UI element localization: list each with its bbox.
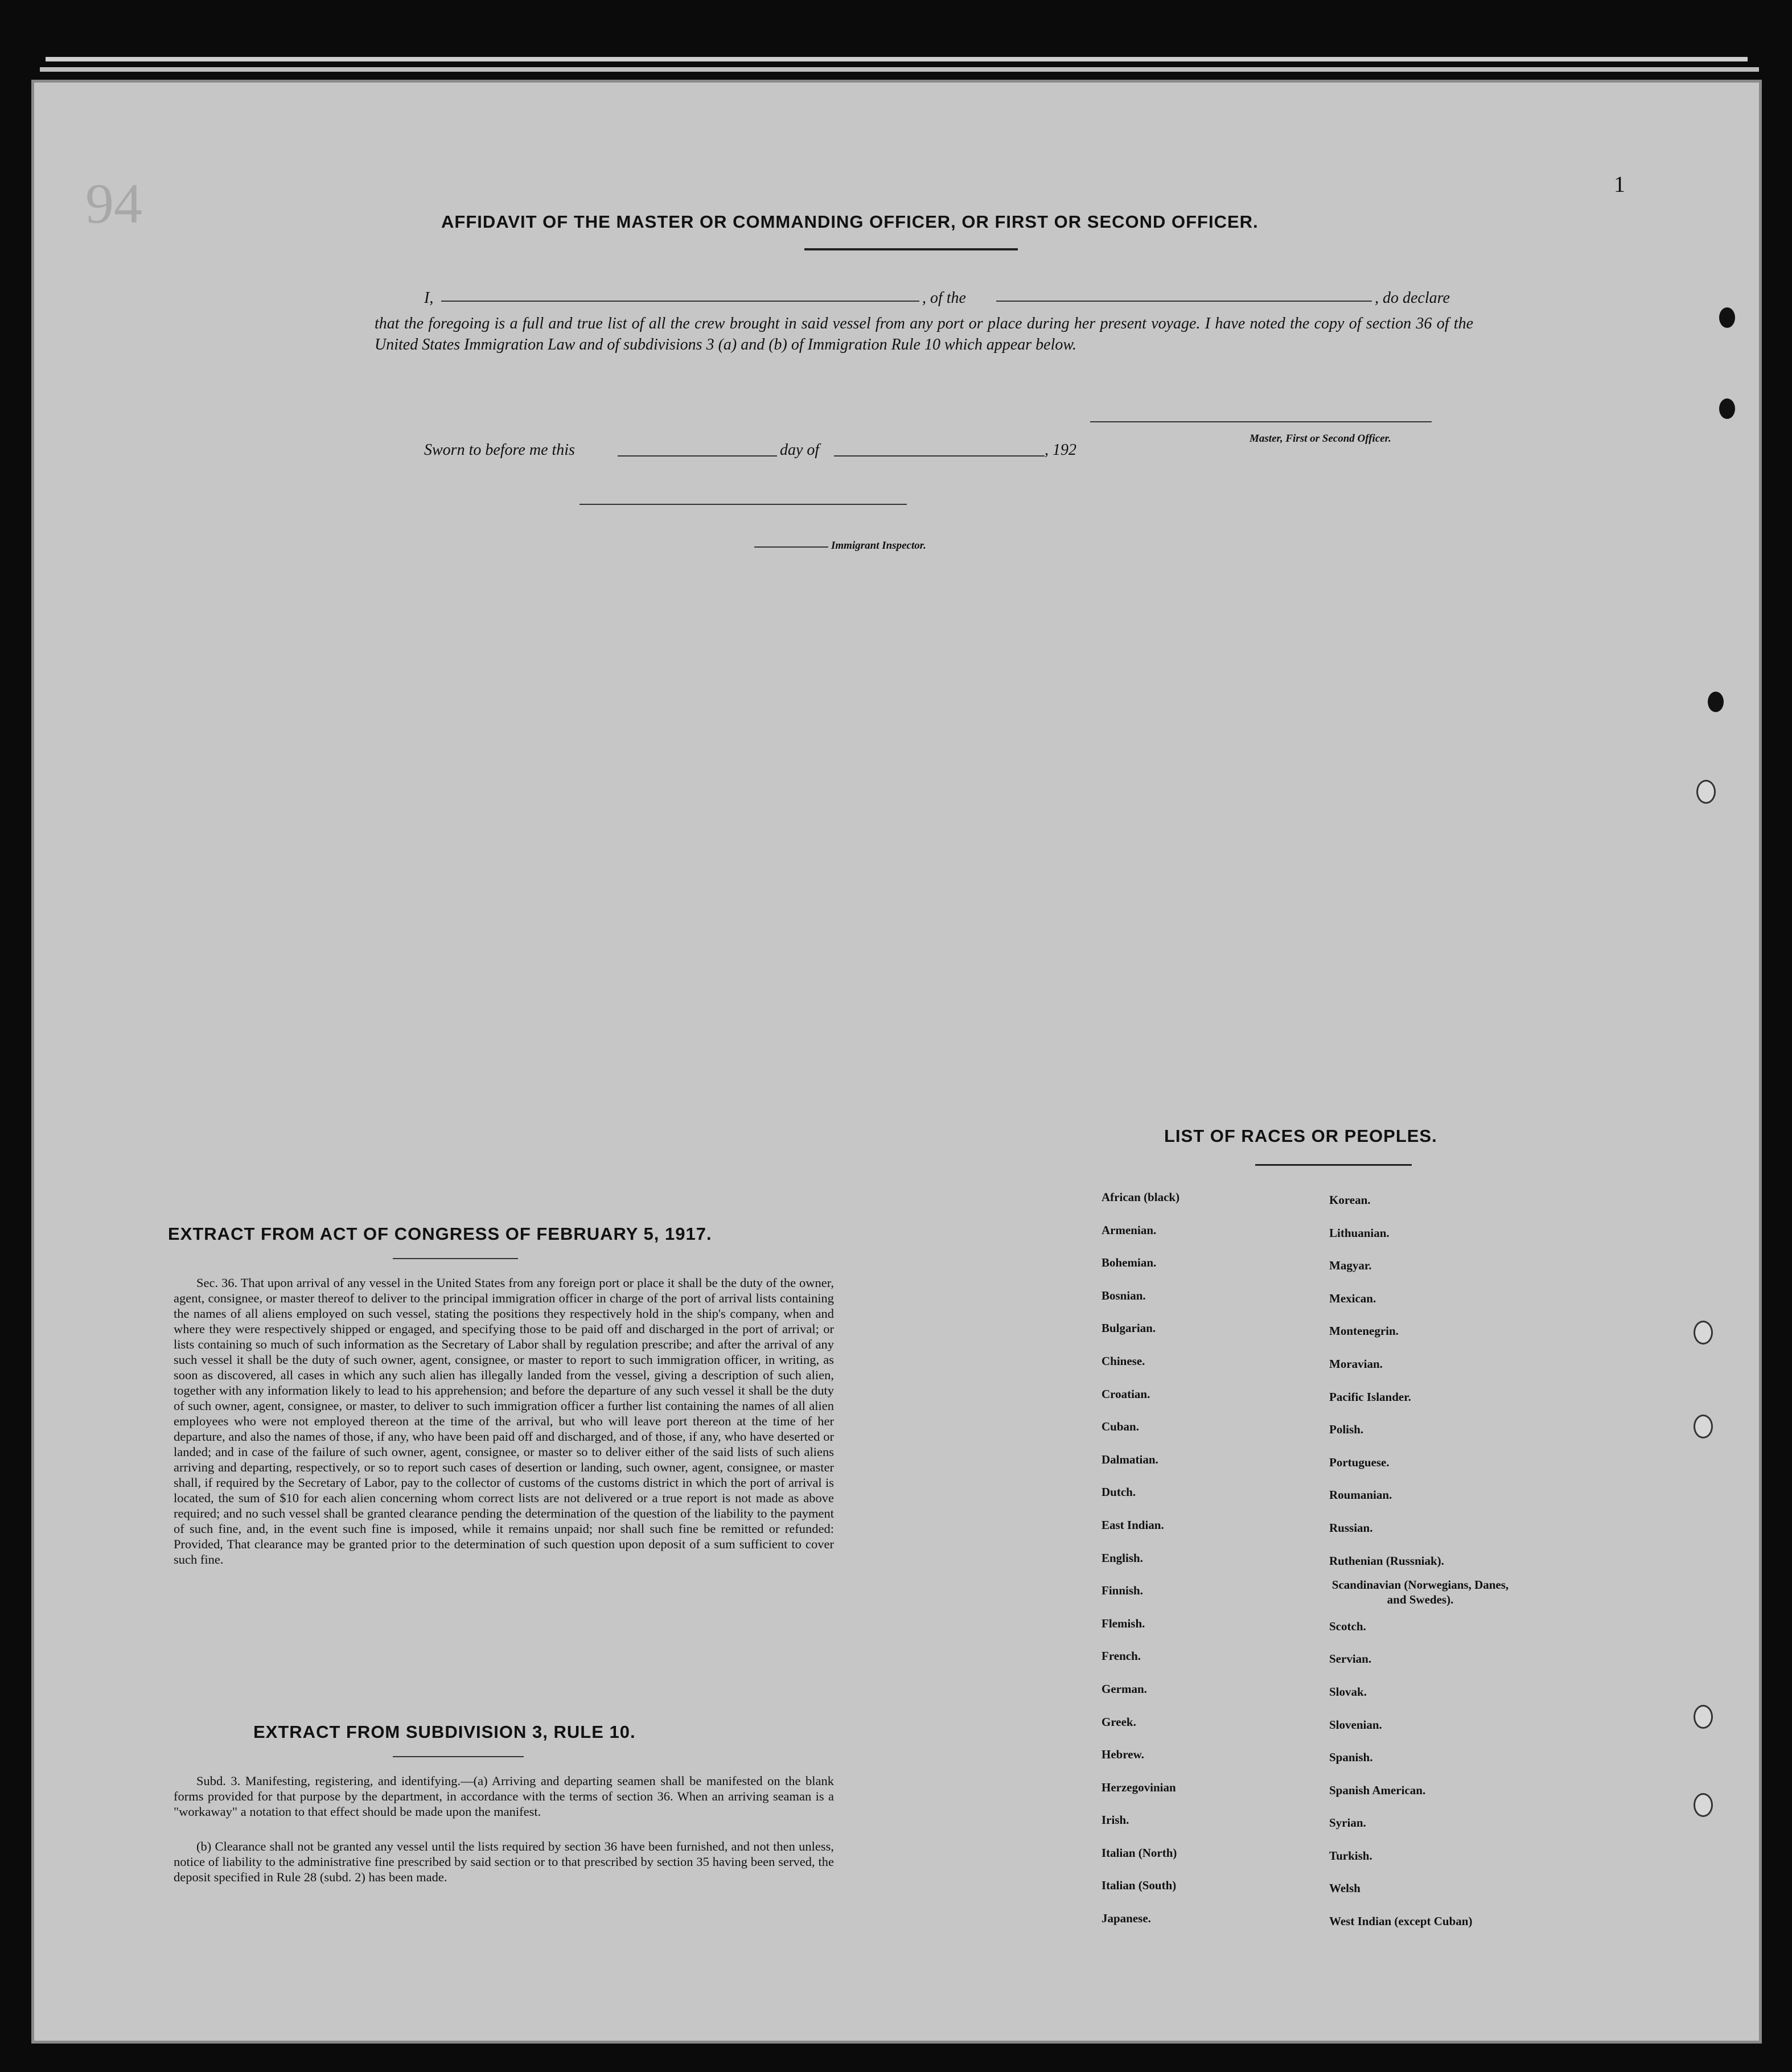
punch-hole [1694, 1793, 1713, 1817]
extract-act-title: EXTRACT FROM ACT OF CONGRESS OF FEBRUARY 5, 1917. [168, 1224, 712, 1244]
punch-hole [1694, 1415, 1713, 1438]
act-title-underline [393, 1258, 518, 1259]
race-item: Japanese. [1101, 1911, 1151, 1926]
extract-act-text: Sec. 36. That upon arrival of any vessel in the United States from any foreign port or place it shall be the duty of the owner, agent, consignee, or master thereof to deliver to the principal immigration officer in charge of the port of arrival lists containing the names of all aliens employed on such vessel, stating the positions they respectively hold in the ship's company, when and where they were respectively shipped or engaged, and specifying those to be paid off and discharged in the port of arrival; or lists containing so much of such information as the Secretary of Labor shall by regulation prescribe; and after the arrival of any such vessel it shall be the duty of such owner, agent, consignee, or master to report to such immigration officer, in writing, as soon as discovered, all cases in which any such alien has illegally landed from the vessel, giving a description of such alien, together with any information likely to lead to his apprehension; and before the departure of any such vessel it shall be the duty of such owner, agent, consignee, or master, to deliver to such immigration officer a further list containing the names of all alien employees who were not employed thereon at the time of the arrival, but who will leave port thereon at the time of her departure, and also the names of those, if any, who have been paid off and discharged, and of those, if any, who have deserted or landed; and in case of the failure of such owner, agent, consignee, or master so to deliver either of the said lists of such aliens arriving and departing, respectively, or so to report such cases of desertion or landing, such owner, agent, consignee, or master shall, if required by the Secretary of Labor, pay to the collector of customs of the customs district in which the port of arrival is located, the sum of $10 for each alien concerning whom correct lists are not delivered or a true report is not made as above required; and no such vessel shall be granted clearance pending the determination of the question of the liability to the payment of such fine, and, in the event such fine is imposed, while it remains unpaid; nor shall such fine be remitted or refunded: Provided, That clearance may be granted prior to the determination of such question upon deposit of a sum sufficient to cover such fine. [174, 1276, 834, 1567]
race-item: Bulgarian. [1101, 1321, 1156, 1335]
affidavit-title: AFFIDAVIT OF THE MASTER OR COMMANDING OFFICER, OR FIRST OR SECOND OFFICER. [441, 212, 1259, 232]
master-signature-line[interactable] [1090, 421, 1432, 422]
sheet-edge [40, 67, 1759, 72]
extract-rule-text-b: (b) Clearance shall not be granted any vessel until the lists required by section 36 have been furnished, and not then unless, notice of liability to the administrative fine prescribed by said section or to that prescribed by section 35 having been served, the deposit specified in Rule 28 (subd. 2) has been made. [174, 1839, 834, 1884]
punch-hole [1694, 1705, 1713, 1729]
document-page [31, 80, 1762, 2044]
race-item: Italian (South) [1101, 1878, 1177, 1893]
race-item: Polish. [1329, 1423, 1364, 1437]
race-item: Herzegovinian [1101, 1780, 1176, 1794]
race-item: Ruthenian (Russniak). [1329, 1553, 1444, 1568]
race-item: Irish. [1101, 1813, 1129, 1827]
race-item: Finnish. [1101, 1584, 1143, 1598]
race-item: Moravian. [1329, 1356, 1383, 1371]
declaration-line [424, 289, 433, 307]
race-item: Turkish. [1329, 1848, 1372, 1863]
extract-rule-title: EXTRACT FROM SUBDIVISION 3, RULE 10. [253, 1722, 636, 1742]
race-item: Flemish. [1101, 1616, 1145, 1630]
race-item: Welsh [1329, 1881, 1361, 1896]
race-item: Servian. [1329, 1652, 1372, 1666]
races-right-column [1329, 1184, 1511, 1938]
extract-rule-text-a: Subd. 3. Manifesting, registering, and identifying.—(a) Arriving and departing seamen shall be manifested on the blank forms provided for that purpose by the department, in accordance with the terms of section 36. When an arriving seaman is a "workaway" a notation to that effect should be made upon the manifest. [174, 1774, 834, 1819]
race-item: Russian. [1329, 1520, 1373, 1535]
punch-hole [1719, 398, 1735, 419]
sworn-label: Sworn to before me this [424, 441, 575, 459]
race-item: Spanish American. [1329, 1783, 1426, 1797]
race-item: Armenian. [1101, 1223, 1157, 1237]
race-item: Slovak. [1329, 1684, 1367, 1699]
race-item: African (black) [1101, 1190, 1180, 1204]
inspector-label: Immigrant Inspector. [831, 540, 926, 552]
race-item: Mexican. [1329, 1291, 1376, 1305]
name-blank[interactable] [441, 301, 919, 302]
day-blank[interactable] [618, 455, 777, 457]
punch-hole [1708, 692, 1724, 712]
race-item: German. [1101, 1682, 1147, 1696]
month-blank[interactable] [834, 455, 1045, 457]
rule-title-underline [393, 1756, 524, 1757]
corner-mark: 1 [1614, 171, 1625, 197]
race-item: Korean. [1329, 1193, 1371, 1207]
races-title-underline [1255, 1164, 1412, 1166]
day-of-label: day of [780, 441, 820, 459]
race-item: Bohemian. [1101, 1256, 1157, 1270]
races-title: LIST OF RACES OR PEOPLES. [1164, 1126, 1437, 1146]
race-item: Spanish. [1329, 1750, 1373, 1765]
race-item: Montenegrin. [1329, 1324, 1399, 1338]
title-underline [804, 248, 1018, 250]
race-item: Italian (North) [1101, 1845, 1177, 1860]
race-item: Portuguese. [1329, 1455, 1390, 1469]
inspector-signature-line[interactable] [579, 504, 907, 505]
race-item: Dutch. [1101, 1485, 1136, 1499]
race-item: Roumanian. [1329, 1488, 1392, 1502]
punch-hole [1719, 307, 1735, 328]
of-the-label: , of the [922, 289, 966, 307]
race-item: Slovenian. [1329, 1717, 1382, 1732]
race-item: Scandinavian (Norwegians, Danes, and Swedes). [1331, 1578, 1509, 1607]
races-left-column [1101, 1181, 1179, 1935]
race-item: Dalmatian. [1101, 1452, 1158, 1466]
year-label: , 192 [1045, 441, 1076, 459]
race-item: Hebrew. [1101, 1748, 1144, 1762]
master-signature-label: Master, First or Second Officer. [1250, 433, 1391, 445]
race-item: Bosnian. [1101, 1288, 1146, 1302]
affidavit-text: that the foregoing is a full and true list of all the crew brought in said vessel from any port or place during her present voyage. I have noted the copy of section 36 of the United States Immigration Law and of subdivisions 3 (a) and (b) of Immigration Rule 10 which appear below. [375, 315, 1473, 353]
race-item: Syrian. [1329, 1816, 1366, 1830]
inspector-short-line [754, 546, 828, 548]
punch-hole [1694, 1321, 1713, 1345]
vessel-blank[interactable] [996, 301, 1372, 302]
race-item: East Indian. [1101, 1518, 1164, 1532]
race-item: Greek. [1101, 1715, 1136, 1729]
i-label: I, [424, 289, 434, 307]
punch-hole [1696, 780, 1716, 804]
race-item: Lithuanian. [1329, 1226, 1390, 1240]
race-item: Chinese. [1101, 1354, 1145, 1368]
race-item: West Indian (except Cuban) [1329, 1914, 1473, 1929]
race-item: English. [1101, 1551, 1143, 1565]
race-item: French. [1101, 1649, 1141, 1663]
sheet-edge [46, 57, 1748, 61]
race-item: Pacific Islander. [1329, 1389, 1411, 1404]
do-declare-label: , do declare [1375, 289, 1450, 307]
page-mark: 94 [85, 172, 142, 235]
race-item: Scotch. [1329, 1619, 1366, 1633]
race-item: Magyar. [1329, 1259, 1372, 1273]
race-item: Cuban. [1101, 1420, 1139, 1434]
race-item: Croatian. [1101, 1387, 1150, 1401]
